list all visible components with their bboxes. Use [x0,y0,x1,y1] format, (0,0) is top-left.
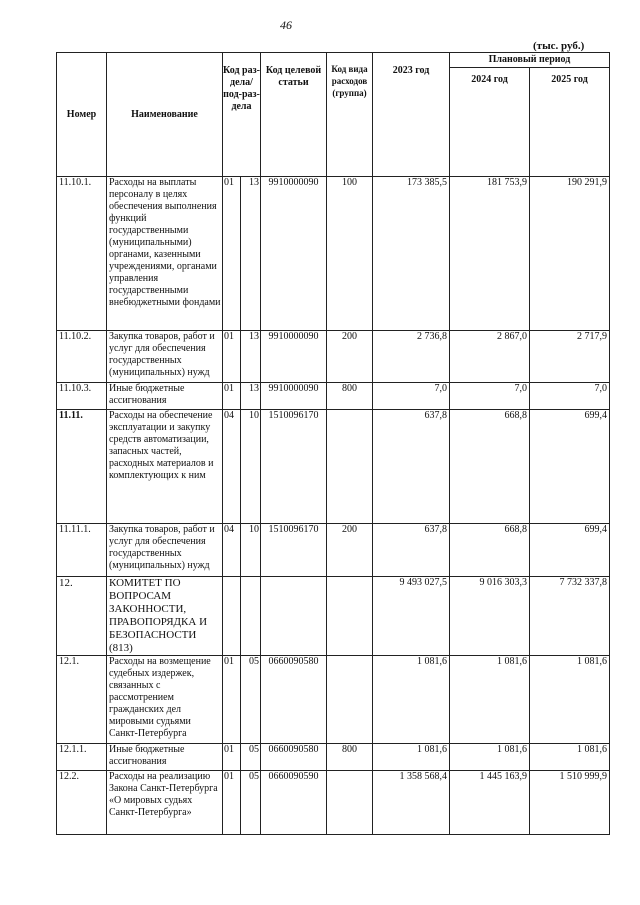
row-expense-type: 200 [327,524,373,577]
row-2023: 1 358 568,4 [373,771,450,835]
row-2025: 1 081,6 [530,656,610,744]
row-subsection: 10 [241,410,261,524]
row-target [261,577,327,656]
row-number: 11.10.1. [57,177,107,331]
row-2024: 668,8 [450,524,530,577]
row-target: 9910000090 [261,177,327,331]
row-subsection: 13 [241,331,261,383]
row-section: 01 [223,331,241,383]
row-2023: 2 736,8 [373,331,450,383]
row-number: 12.1.1. [57,744,107,771]
table-row [57,656,610,744]
row-2025: 2 717,9 [530,331,610,383]
header-2025: 2025 год [530,68,610,177]
row-number: 12. [57,577,107,656]
row-name: КОМИТЕТ ПО ВОПРОСАМ ЗАКОННОСТИ, ПРАВОПОРЯДКА И БЕЗОПАСНОСТИ (813) [107,577,223,656]
row-number: 11.10.3. [57,383,107,410]
header-plan-period: Плановый период [450,53,610,68]
budget-table [56,52,610,835]
table-row [57,383,610,410]
row-section [223,577,241,656]
row-name: Закупка товаров, работ и услуг для обеспечения государственных (муниципальных) нужд [107,331,223,383]
row-number: 12.1. [57,656,107,744]
row-expense-type: 100 [327,177,373,331]
row-target: 0660090580 [261,744,327,771]
row-target: 0660090590 [261,771,327,835]
row-target: 1510096170 [261,410,327,524]
row-2025: 190 291,9 [530,177,610,331]
row-section: 01 [223,177,241,331]
row-2024: 1 081,6 [450,656,530,744]
row-2025: 1 510 999,9 [530,771,610,835]
row-number: 11.11. [57,410,107,524]
row-subsection: 13 [241,383,261,410]
row-2025: 7 732 337,8 [530,577,610,656]
row-target: 9910000090 [261,331,327,383]
row-name: Иные бюджетные ассигнования [107,383,223,410]
row-target: 1510096170 [261,524,327,577]
row-subsection: 10 [241,524,261,577]
row-subsection: 05 [241,656,261,744]
row-2025: 699,4 [530,410,610,524]
header-expense-type: Код вида расходов (группа) [327,53,373,177]
row-section: 04 [223,410,241,524]
table-row [57,177,610,331]
header-number: Номер [57,53,107,177]
row-name: Расходы на выплаты персоналу в целях обеспечения выполнения функций государственными (муниципальными) органами, казенными учреждениями, органами управления государственными внебюджетными фондами [107,177,223,331]
row-2024: 7,0 [450,383,530,410]
units-label: (тыс. руб.) [533,40,585,52]
row-2024: 668,8 [450,410,530,524]
table-row [57,410,610,524]
row-expense-type [327,656,373,744]
row-section: 01 [223,383,241,410]
row-subsection: 05 [241,771,261,835]
table-row [57,331,610,383]
table-row [57,744,610,771]
row-2023: 1 081,6 [373,744,450,771]
header-name: Наименование [107,53,223,177]
row-2024: 1 081,6 [450,744,530,771]
row-2023: 637,8 [373,410,450,524]
row-2025: 1 081,6 [530,744,610,771]
row-target: 9910000090 [261,383,327,410]
header-2024: 2024 год [450,68,530,177]
row-number: 11.10.2. [57,331,107,383]
row-name: Иные бюджетные ассигнования [107,744,223,771]
table-row [57,524,610,577]
row-2023: 637,8 [373,524,450,577]
row-2024: 2 867,0 [450,331,530,383]
table-row [57,577,610,656]
table-row [57,771,610,835]
row-2023: 173 385,5 [373,177,450,331]
row-section: 01 [223,771,241,835]
row-2023: 1 081,6 [373,656,450,744]
row-name: Расходы на возмещение судебных издержек, связанных с рассмотрением гражданских дел мировыми судьями Санкт-Петербурга [107,656,223,744]
row-name: Расходы на реализацию Закона Санкт-Петербурга «О мировых судьях Санкт-Петербурга» [107,771,223,835]
row-2025: 7,0 [530,383,610,410]
row-name: Закупка товаров, работ и услуг для обеспечения государственных (муниципальных) нужд [107,524,223,577]
row-name: Расходы на обеспечение эксплуатации и закупку средств автоматизации, запасных частей, расходных материалов и комплектующих к ним [107,410,223,524]
header-section: Код раз-дела/ под-раз-дела [223,53,261,177]
row-2023: 7,0 [373,383,450,410]
row-number: 11.11.1. [57,524,107,577]
row-expense-type [327,771,373,835]
header-target: Код целевой статьи [261,53,327,177]
row-2024: 181 753,9 [450,177,530,331]
row-2024: 9 016 303,3 [450,577,530,656]
row-section: 01 [223,656,241,744]
page-number: 46 [280,18,292,32]
row-section: 04 [223,524,241,577]
header-2023: 2023 год [373,53,450,177]
row-number: 12.2. [57,771,107,835]
row-expense-type: 800 [327,383,373,410]
row-section: 01 [223,744,241,771]
row-target: 0660090580 [261,656,327,744]
row-subsection: 05 [241,744,261,771]
row-2024: 1 445 163,9 [450,771,530,835]
row-subsection [241,577,261,656]
row-expense-type: 200 [327,331,373,383]
row-2023: 9 493 027,5 [373,577,450,656]
row-expense-type [327,577,373,656]
row-expense-type [327,410,373,524]
row-2025: 699,4 [530,524,610,577]
row-expense-type: 800 [327,744,373,771]
row-subsection: 13 [241,177,261,331]
